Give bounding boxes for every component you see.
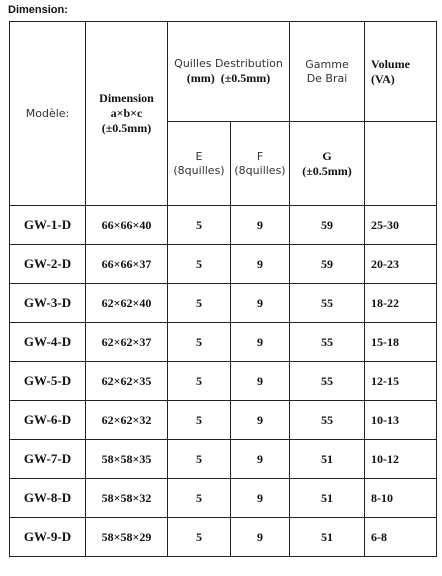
header-row-1: [10, 22, 437, 122]
cell-f: 9: [231, 518, 290, 557]
table-row: [10, 245, 437, 284]
cell-e: 5: [168, 479, 231, 518]
cell-volume: 10-13: [365, 401, 437, 440]
header-f: [231, 122, 290, 206]
header-model: Modèle:: [10, 22, 86, 206]
cell-volume: 10-12: [365, 440, 437, 479]
header-g-line: G: [322, 148, 332, 163]
header-g-line: (±0.5mm): [302, 163, 352, 178]
table-row: [10, 518, 437, 557]
cell-e: 5: [168, 284, 231, 323]
cell-f: 9: [231, 284, 290, 323]
cell-f: 9: [231, 362, 290, 401]
header-f-line: (8quilles): [234, 163, 286, 177]
cell-g: 51: [290, 479, 365, 518]
page-heading: Dimension:: [8, 4, 68, 16]
cell-volume: 15-18: [365, 323, 437, 362]
cell-model: GW-4-D: [10, 323, 86, 362]
header-quilles: [168, 22, 290, 122]
header-quilles-line: (mm) (±0.5mm): [186, 70, 271, 85]
cell-f: 9: [231, 479, 290, 518]
cell-e: 5: [168, 323, 231, 362]
cell-e: 5: [168, 362, 231, 401]
cell-g: 55: [290, 323, 365, 362]
cell-volume: 8-10: [365, 479, 437, 518]
cell-model: GW-2-D: [10, 245, 86, 284]
cell-f: 9: [231, 245, 290, 284]
header-quilles-line: Quilles Destribution: [174, 57, 283, 71]
header-e: [168, 122, 231, 206]
header-gamme-line: De Brai: [306, 71, 348, 85]
dimension-table: [9, 21, 437, 557]
table-row: [10, 401, 437, 440]
header-volume-line: Volume: [371, 56, 410, 71]
cell-g: 55: [290, 401, 365, 440]
cell-g: 51: [290, 440, 365, 479]
cell-model: GW-1-D: [10, 206, 86, 245]
header-e-line: E: [195, 149, 203, 163]
cell-g: 59: [290, 245, 365, 284]
cell-g: 55: [290, 284, 365, 323]
cell-e: 5: [168, 401, 231, 440]
cell-model: GW-6-D: [10, 401, 86, 440]
header-dimension-line: Dimension: [99, 91, 154, 105]
header-f-line: F: [256, 149, 264, 163]
cell-dimension: 58×58×35: [86, 440, 168, 479]
cell-g: 55: [290, 362, 365, 401]
cell-volume: 12-15: [365, 362, 437, 401]
cell-e: 5: [168, 206, 231, 245]
cell-volume: 18-22: [365, 284, 437, 323]
cell-model: GW-3-D: [10, 284, 86, 323]
cell-dimension: 58×58×32: [86, 479, 168, 518]
table-row: [10, 284, 437, 323]
cell-e: 5: [168, 440, 231, 479]
cell-dimension: 66×66×40: [86, 206, 168, 245]
header-gamme-line: Gamme: [305, 57, 349, 71]
cell-model: GW-5-D: [10, 362, 86, 401]
cell-dimension: 58×58×29: [86, 518, 168, 557]
cell-f: 9: [231, 206, 290, 245]
cell-dimension: 66×66×37: [86, 245, 168, 284]
cell-e: 5: [168, 518, 231, 557]
header-g: [290, 122, 365, 206]
table-row: [10, 479, 437, 518]
cell-g: 59: [290, 206, 365, 245]
cell-model: GW-9-D: [10, 518, 86, 557]
cell-dimension: 62×62×35: [86, 362, 168, 401]
header-dimension-line: (±0.5mm): [101, 121, 152, 135]
header-gamme: [290, 22, 365, 122]
header-e-line: (8quilles): [173, 163, 225, 177]
cell-model: GW-8-D: [10, 479, 86, 518]
header-volume-line: (VA): [371, 71, 395, 86]
cell-e: 5: [168, 245, 231, 284]
table-row: [10, 206, 437, 245]
header-volume: [365, 22, 437, 122]
table-row: [10, 440, 437, 479]
header-dimension: [86, 22, 168, 206]
cell-volume: 25-30: [365, 206, 437, 245]
header-dimension-line: a×b×c: [110, 106, 143, 120]
cell-dimension: 62×62×40: [86, 284, 168, 323]
table-row: [10, 362, 437, 401]
table-row: [10, 323, 437, 362]
cell-model: GW-7-D: [10, 440, 86, 479]
cell-volume: 6-8: [365, 518, 437, 557]
header-volume-empty: [365, 122, 437, 206]
cell-volume: 20-23: [365, 245, 437, 284]
cell-dimension: 62×62×37: [86, 323, 168, 362]
cell-f: 9: [231, 323, 290, 362]
cell-f: 9: [231, 401, 290, 440]
cell-dimension: 62×62×32: [86, 401, 168, 440]
cell-g: 51: [290, 518, 365, 557]
cell-f: 9: [231, 440, 290, 479]
